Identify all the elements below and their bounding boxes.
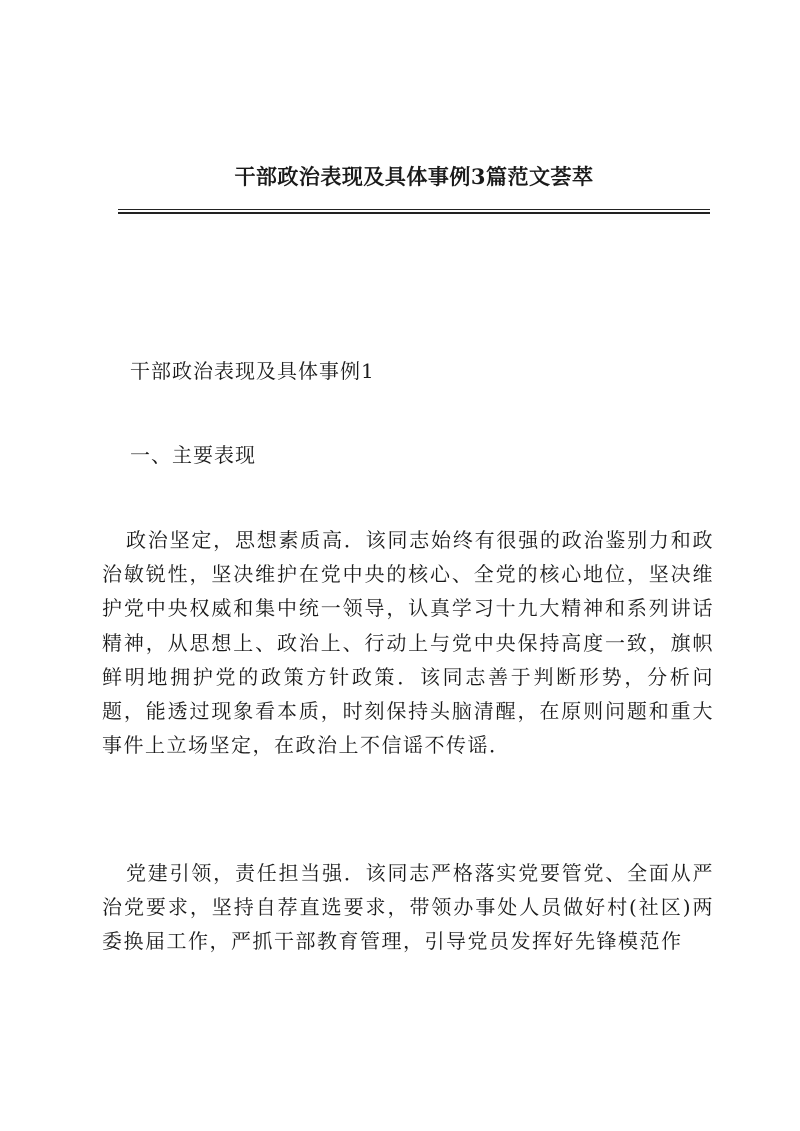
title-divider-thick	[118, 212, 710, 214]
section-heading: 一、主要表现	[130, 443, 256, 467]
paragraph-party-building: 党建引领，责任担当强．该同志严格落实党要管党、全面从严治党要求，坚持自荐直选要求，带领办事处人员做好村(社区)两委换届工作，严抓干部教育管理，引导党员发挥好先锋模范作	[102, 861, 714, 954]
article-heading: 干部政治表现及具体事例1	[130, 359, 375, 383]
paragraph-political-stance: 政治坚定，思想素质高．该同志始终有很强的政治鉴别力和政治敏锐性，坚决维护在党中央的核心、全党的核心地位，坚决维护党中央权威和集中统一领导，认真学习十九大精神和系列讲话精神，从思想上、政治上、行动上与党中央保持高度一致，旗帜鲜明地拥护党的政策方针政策．该同志善于判断形势，分析问题，能透过现象看本质，时刻保持头脑清醒，在原则问题和重大事件上立场坚定，在政治上不信谣不传谣．	[102, 528, 714, 758]
document-title: 干部政治表现及具体事例3篇范文荟萃	[234, 164, 594, 189]
title-divider-thin	[118, 209, 710, 210]
